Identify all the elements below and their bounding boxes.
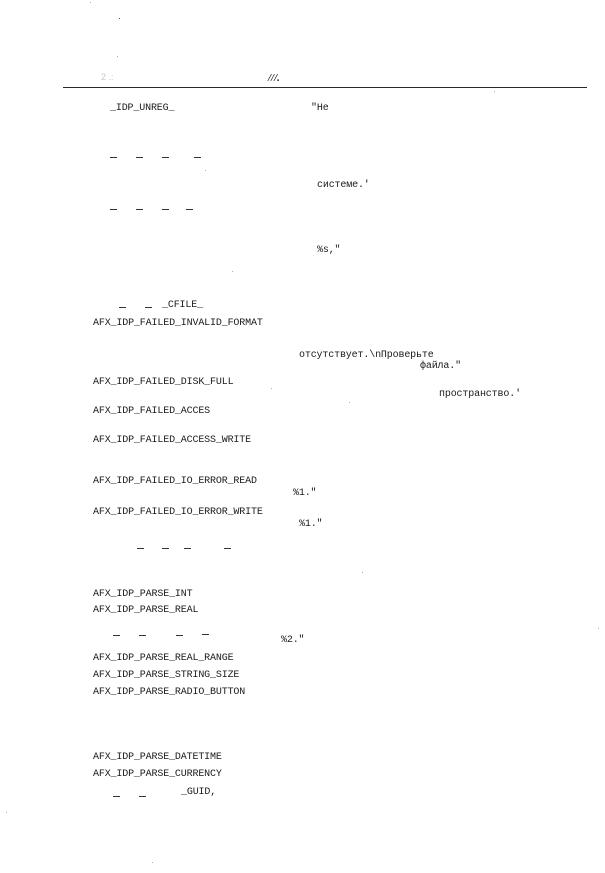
text-line-prostranstvo: пространство.': [439, 389, 521, 400]
text-line-parse-currency: AFX_IDP_PARSE_CURRENCY: [93, 769, 222, 780]
text-line-failed-invalid-format: AFX_IDP_FAILED_INVALID_FORMAT: [93, 318, 263, 329]
dash-mark: [139, 635, 146, 636]
text-line-faila: файла.": [420, 361, 461, 372]
scan-speck: [232, 271, 233, 272]
dash-mark: [194, 157, 201, 158]
text-line-cfile: _CFILE_: [162, 300, 203, 311]
text-line-percent-2: %2.": [281, 635, 305, 646]
header-rule: [63, 87, 587, 88]
scan-speck: [119, 18, 120, 19]
dash-mark: [202, 634, 209, 635]
text-line-idp-unreg: _IDP_UNREG_: [110, 103, 175, 114]
scan-speck: [271, 388, 272, 389]
dash-mark: [113, 796, 120, 797]
text-line-otsutstvuet: отсутствует.\nПроверьте: [299, 350, 434, 361]
dash-mark: [139, 796, 146, 797]
text-line-parse-datetime: AFX_IDP_PARSE_DATETIME: [93, 752, 222, 763]
dash-mark: [136, 157, 143, 158]
text-line-percent-s: %s,": [317, 245, 341, 256]
text-line-sisteme: системе.': [317, 180, 370, 191]
dash-mark: [119, 307, 126, 308]
dash-mark: [145, 307, 152, 308]
dash-mark: [224, 548, 231, 549]
text-line-parse-real-range: AFX_IDP_PARSE_REAL_RANGE: [93, 653, 234, 664]
text-line-failed-access-write: AFX_IDP_FAILED_ACCESS_WRITE: [93, 435, 251, 446]
text-line-guid: _GUID,: [181, 787, 217, 798]
text-line-failed-io-error-write: AFX_IDP_FAILED_IO_ERROR_WRITE: [93, 507, 263, 518]
text-line-parse-real: AFX_IDP_PARSE_REAL: [93, 605, 199, 616]
dash-mark: [110, 157, 117, 158]
scan-speck: [349, 402, 350, 403]
text-line-parse-radio-button: AFX_IDP_PARSE_RADIO_BUTTON: [93, 687, 246, 698]
scan-speck: [205, 170, 206, 171]
text-line-parse-int: AFX_IDP_PARSE_INT: [93, 589, 193, 600]
dash-mark: [162, 209, 169, 210]
dash-mark: [113, 635, 120, 636]
dash-mark: [110, 209, 117, 210]
scan-speck: [6, 812, 7, 813]
text-line-ne: "Не: [311, 103, 329, 114]
text-line-percent-1-b: %1.": [299, 519, 323, 530]
dash-mark: [184, 548, 191, 549]
scan-speck: [494, 91, 495, 92]
scan-speck: [362, 572, 363, 573]
dash-mark: [136, 209, 143, 210]
scan-speck: [90, 2, 91, 3]
header-mark: ///.: [268, 72, 280, 84]
scan-speck: [152, 862, 153, 863]
text-line-parse-string-size: AFX_IDP_PARSE_STRING_SIZE: [93, 670, 240, 681]
scan-speck: [117, 56, 118, 57]
dash-mark: [162, 548, 169, 549]
text-line-percent-1-a: %1.": [293, 488, 317, 499]
dash-mark: [186, 209, 193, 210]
dash-mark: [162, 157, 169, 158]
text-line-failed-disk-full: AFX_IDP_FAILED_DISK_FULL: [93, 377, 234, 388]
text-line-failed-acces: AFX_IDP_FAILED_ACCES: [93, 406, 211, 417]
scan-speck: [598, 628, 599, 629]
dash-mark: [137, 548, 144, 549]
header-faint-text: 2 .:: [101, 72, 114, 82]
text-line-failed-io-error-read: AFX_IDP_FAILED_IO_ERROR_READ: [93, 476, 257, 487]
dash-mark: [176, 635, 183, 636]
